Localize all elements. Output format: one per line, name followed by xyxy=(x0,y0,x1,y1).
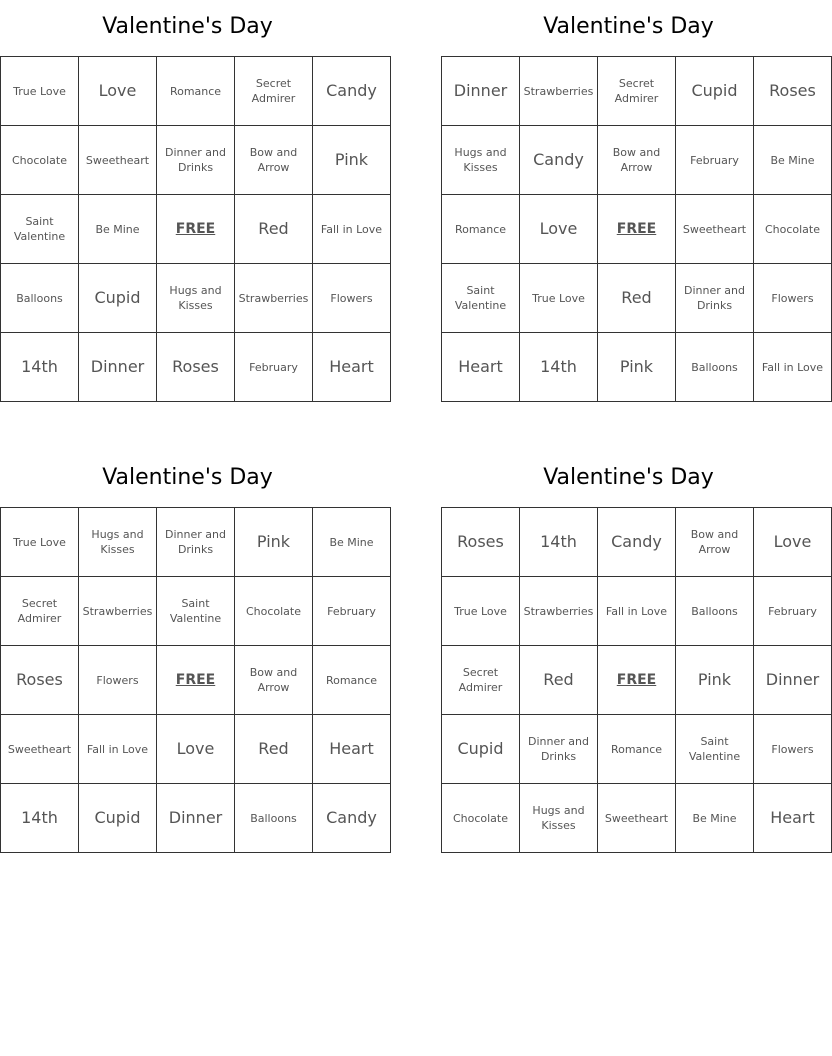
grid-row xyxy=(442,715,832,784)
card-title: Valentine's Day xyxy=(102,14,273,39)
free-space-cell: FREE xyxy=(598,195,676,264)
grid-cell: Be Mine xyxy=(676,784,754,853)
grid-cell: Cupid xyxy=(79,784,157,853)
grid-cell: Dinner xyxy=(157,784,235,853)
grid-cell: True Love xyxy=(520,264,598,333)
grid-cell: Secret Admirer xyxy=(1,577,79,646)
grid-cell: Flowers xyxy=(754,715,832,784)
grid-cell: Love xyxy=(520,195,598,264)
grid-row xyxy=(1,646,391,715)
grid-row xyxy=(442,195,832,264)
grid-cell: Dinner xyxy=(442,57,520,126)
grid-cell: Hugs and Kisses xyxy=(520,784,598,853)
grid-row xyxy=(442,577,832,646)
bingo-grid xyxy=(0,56,391,402)
grid-cell: Heart xyxy=(754,784,832,853)
grid-cell: Balloons xyxy=(676,577,754,646)
grid-cell: Sweetheart xyxy=(79,126,157,195)
card-title: Valentine's Day xyxy=(543,465,714,490)
grid-cell: Pink xyxy=(313,126,391,195)
grid-cell: Cupid xyxy=(79,264,157,333)
grid-row xyxy=(1,57,391,126)
grid-cell: Balloons xyxy=(235,784,313,853)
grid-cell: Hugs and Kisses xyxy=(157,264,235,333)
grid-cell: Dinner and Drinks xyxy=(676,264,754,333)
grid-cell: Roses xyxy=(1,646,79,715)
grid-cell: Flowers xyxy=(79,646,157,715)
grid-cell: Sweetheart xyxy=(1,715,79,784)
grid-cell: Bow and Arrow xyxy=(676,508,754,577)
grid-cell: Heart xyxy=(442,333,520,402)
grid-cell: Dinner xyxy=(754,646,832,715)
grid-cell: Hugs and Kisses xyxy=(79,508,157,577)
grid-cell: Saint Valentine xyxy=(157,577,235,646)
grid-cell: True Love xyxy=(1,57,79,126)
grid-row xyxy=(1,784,391,853)
grid-cell: Candy xyxy=(313,57,391,126)
grid-row xyxy=(1,264,391,333)
grid-cell: Love xyxy=(79,57,157,126)
grid-cell: Romance xyxy=(313,646,391,715)
grid-cell: Saint Valentine xyxy=(676,715,754,784)
grid-cell: Bow and Arrow xyxy=(598,126,676,195)
grid-cell: February xyxy=(754,577,832,646)
grid-cell: Romance xyxy=(157,57,235,126)
grid-cell: Hugs and Kisses xyxy=(442,126,520,195)
grid-cell: February xyxy=(313,577,391,646)
grid-row xyxy=(442,333,832,402)
grid-cell: Dinner and Drinks xyxy=(520,715,598,784)
grid-cell: Candy xyxy=(313,784,391,853)
grid-cell: Dinner and Drinks xyxy=(157,508,235,577)
grid-cell: Romance xyxy=(442,195,520,264)
grid-cell: Secret Admirer xyxy=(235,57,313,126)
grid-cell: 14th xyxy=(520,508,598,577)
grid-row xyxy=(1,715,391,784)
grid-row xyxy=(442,784,832,853)
grid-cell: 14th xyxy=(1,784,79,853)
grid-cell: Dinner and Drinks xyxy=(157,126,235,195)
grid-cell: True Love xyxy=(442,577,520,646)
grid-cell: Be Mine xyxy=(754,126,832,195)
grid-row xyxy=(442,508,832,577)
grid-cell: Fall in Love xyxy=(79,715,157,784)
grid-cell: Saint Valentine xyxy=(442,264,520,333)
grid-cell: Strawberries xyxy=(235,264,313,333)
grid-cell: Balloons xyxy=(1,264,79,333)
grid-cell: Sweetheart xyxy=(676,195,754,264)
grid-cell: Chocolate xyxy=(235,577,313,646)
grid-cell: Love xyxy=(157,715,235,784)
grid-cell: 14th xyxy=(520,333,598,402)
bingo-grid xyxy=(0,507,391,853)
grid-cell: Romance xyxy=(598,715,676,784)
bingo-grid xyxy=(441,507,832,853)
grid-cell: Bow and Arrow xyxy=(235,646,313,715)
grid-cell: Balloons xyxy=(676,333,754,402)
grid-cell: Saint Valentine xyxy=(1,195,79,264)
grid-cell: Roses xyxy=(442,508,520,577)
grid-cell: Chocolate xyxy=(754,195,832,264)
grid-cell: Red xyxy=(235,715,313,784)
grid-cell: Strawberries xyxy=(520,577,598,646)
grid-cell: Fall in Love xyxy=(598,577,676,646)
grid-cell: Chocolate xyxy=(442,784,520,853)
grid-cell: Be Mine xyxy=(313,508,391,577)
grid-cell: Pink xyxy=(235,508,313,577)
grid-row xyxy=(1,508,391,577)
grid-cell: Red xyxy=(235,195,313,264)
grid-cell: Sweetheart xyxy=(598,784,676,853)
grid-row xyxy=(442,264,832,333)
grid-row xyxy=(442,57,832,126)
grid-cell: Heart xyxy=(313,333,391,402)
grid-row xyxy=(1,126,391,195)
grid-cell: February xyxy=(676,126,754,195)
card-title: Valentine's Day xyxy=(102,465,273,490)
grid-cell: Dinner xyxy=(79,333,157,402)
grid-cell: February xyxy=(235,333,313,402)
free-space-cell: FREE xyxy=(157,195,235,264)
free-space-cell: FREE xyxy=(598,646,676,715)
grid-cell: Cupid xyxy=(442,715,520,784)
grid-cell: Strawberries xyxy=(520,57,598,126)
grid-cell: Flowers xyxy=(754,264,832,333)
grid-cell: Cupid xyxy=(676,57,754,126)
grid-cell: Heart xyxy=(313,715,391,784)
grid-row xyxy=(442,126,832,195)
grid-row xyxy=(1,577,391,646)
grid-cell: Red xyxy=(598,264,676,333)
grid-cell: Roses xyxy=(157,333,235,402)
free-space-cell: FREE xyxy=(157,646,235,715)
grid-cell: Red xyxy=(520,646,598,715)
grid-row xyxy=(442,646,832,715)
grid-cell: Flowers xyxy=(313,264,391,333)
grid-cell: Love xyxy=(754,508,832,577)
grid-cell: True Love xyxy=(1,508,79,577)
grid-cell: Pink xyxy=(598,333,676,402)
grid-row xyxy=(1,195,391,264)
grid-cell: Candy xyxy=(520,126,598,195)
grid-cell: Pink xyxy=(676,646,754,715)
grid-cell: Roses xyxy=(754,57,832,126)
card-title: Valentine's Day xyxy=(543,14,714,39)
grid-cell: Secret Admirer xyxy=(442,646,520,715)
bingo-grid xyxy=(441,56,832,402)
grid-cell: Be Mine xyxy=(79,195,157,264)
grid-row xyxy=(1,333,391,402)
grid-cell: Chocolate xyxy=(1,126,79,195)
grid-cell: Candy xyxy=(598,508,676,577)
grid-cell: Bow and Arrow xyxy=(235,126,313,195)
grid-cell: Secret Admirer xyxy=(598,57,676,126)
grid-cell: Fall in Love xyxy=(313,195,391,264)
grid-cell: Fall in Love xyxy=(754,333,832,402)
grid-cell: 14th xyxy=(1,333,79,402)
grid-cell: Strawberries xyxy=(79,577,157,646)
